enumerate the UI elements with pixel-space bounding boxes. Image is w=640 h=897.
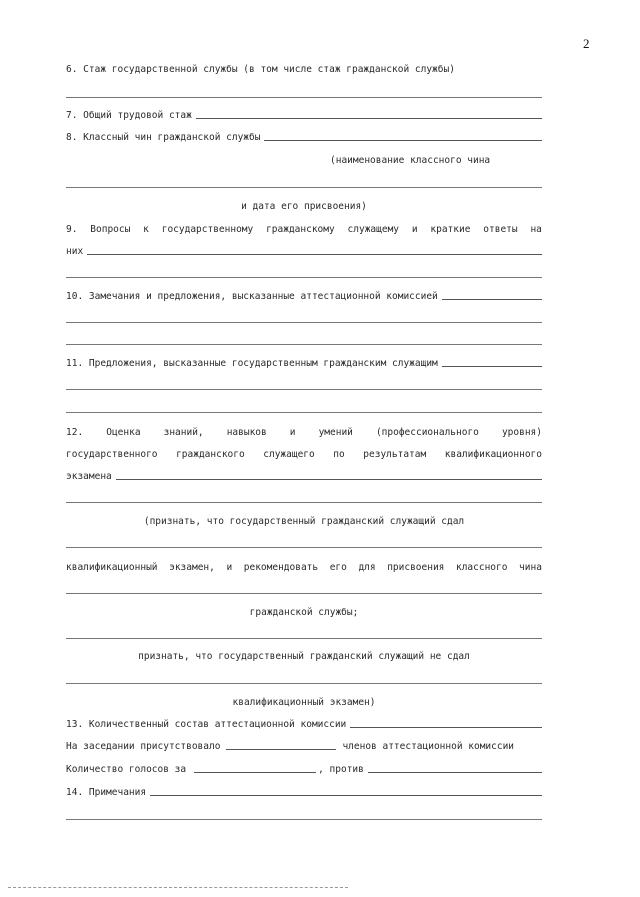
item-13-present-label: На заседании присутствовало [66, 741, 221, 752]
item-14-row [66, 787, 542, 798]
word: по [333, 449, 345, 460]
word: Оценка [106, 427, 141, 438]
item-10-field-2[interactable] [66, 322, 542, 323]
word: к [143, 224, 149, 235]
word: уровня) [501, 427, 542, 438]
item-12-field-4[interactable] [66, 593, 542, 594]
page-number: 2 [583, 36, 590, 51]
item-13-row [66, 719, 542, 730]
word: 12. [66, 427, 84, 438]
word: гражданскому [266, 224, 335, 235]
item-7-field[interactable] [196, 118, 542, 119]
word: навыков [226, 427, 267, 438]
item-11-label: 11. Предложения, высказанные государственным гражданским служащим [66, 358, 438, 369]
word: (профессионального [375, 427, 479, 438]
footer-divider [8, 887, 348, 888]
item-8-row [66, 132, 542, 143]
item-6-field[interactable] [66, 97, 542, 98]
word: чина [519, 562, 542, 573]
item-10-field-3[interactable] [66, 344, 542, 345]
item-13-members-label: членов аттестационной комиссии [342, 741, 515, 752]
word: экзамен, [169, 562, 215, 573]
word: результатам [363, 449, 427, 460]
item-12-label-3: экзамена [66, 471, 112, 482]
item-8-hint-1: (наименование классного чина [330, 155, 491, 166]
item-7-label: 7. Общий трудовой стаж [66, 110, 192, 121]
item-14-field[interactable] [150, 795, 542, 796]
item-12-field[interactable] [116, 479, 542, 480]
word: знаний, [163, 427, 204, 438]
item-11-field[interactable] [442, 366, 542, 367]
item-6-label: 6. Стаж государственной службы (в том числе стаж гражданской службы) [66, 64, 455, 75]
item-12-hint-3: гражданской службы; [249, 607, 359, 618]
item-12-label-1 [66, 427, 542, 438]
item-9-label [66, 224, 542, 235]
word: его [329, 562, 347, 573]
word: рекомендовать [243, 562, 319, 573]
item-13-against-label: , против [318, 764, 364, 775]
word: квалификационного [444, 449, 542, 460]
word: государственного [66, 449, 158, 460]
item-12-field-2[interactable] [66, 502, 542, 503]
item-13-votes-label: Количество голосов за [66, 764, 187, 775]
word: Вопросы [90, 224, 131, 235]
item-9-field[interactable] [87, 254, 542, 255]
word: служащему [347, 224, 400, 235]
item-12-hint-2 [66, 562, 542, 573]
item-8-field[interactable] [264, 140, 542, 141]
item-11-row [66, 358, 542, 369]
item-12-field-6[interactable] [66, 683, 542, 684]
word: присвоения [387, 562, 445, 573]
item-12-hint-1: (признать, что государственный гражданский служащий сдал [143, 516, 465, 527]
word: квалификационный [66, 562, 158, 573]
item-10-label: 10. Замечания и предложения, высказанные аттестационной комиссией [66, 291, 438, 302]
word: государственному [161, 224, 254, 235]
item-12-hint-4: признать, что государственный гражданский служащий не сдал [138, 651, 470, 662]
item-12-field-3[interactable] [66, 547, 542, 548]
item-13-votes-against-field[interactable] [368, 772, 542, 773]
item-10-row [66, 291, 542, 302]
word: ответы [483, 224, 518, 235]
item-13-present-row [66, 741, 542, 752]
item-11-field-3[interactable] [66, 412, 542, 413]
word: умений [318, 427, 353, 438]
item-10-field[interactable] [442, 299, 542, 300]
item-13-present-field[interactable] [226, 749, 336, 750]
word: для [358, 562, 376, 573]
item-12-field-5[interactable] [66, 638, 542, 639]
word: 9. [66, 224, 78, 235]
item-14-field-2[interactable] [66, 819, 542, 820]
item-9-field-2[interactable] [66, 277, 542, 278]
item-13-label: 13. Количественный состав аттестационной комиссии [66, 719, 347, 730]
item-9-label-2: них [66, 246, 84, 257]
word: классного [455, 562, 508, 573]
item-12-label-2 [66, 449, 542, 460]
word: служащего [263, 449, 315, 460]
item-13-field[interactable] [350, 727, 542, 728]
word: на [530, 224, 542, 235]
word: и [289, 427, 296, 438]
word: и [411, 224, 418, 235]
item-9-row [66, 246, 542, 257]
item-14-label: 14. Примечания [66, 787, 147, 798]
item-13-votes-row [66, 764, 542, 775]
item-8-label: 8. Классный чин гражданской службы [66, 132, 261, 143]
item-13-votes-for-field[interactable] [194, 772, 316, 773]
item-12-row [66, 471, 542, 482]
item-8-hint-2: и дата его присвоения) [241, 201, 367, 212]
word: краткие [430, 224, 471, 235]
item-12-hint-5: квалификационный экзамен) [232, 697, 376, 708]
word: и [226, 562, 233, 573]
item-8-field-2[interactable] [66, 187, 542, 188]
item-11-field-2[interactable] [66, 389, 542, 390]
word: гражданского [176, 449, 245, 460]
item-7-row [66, 110, 542, 121]
